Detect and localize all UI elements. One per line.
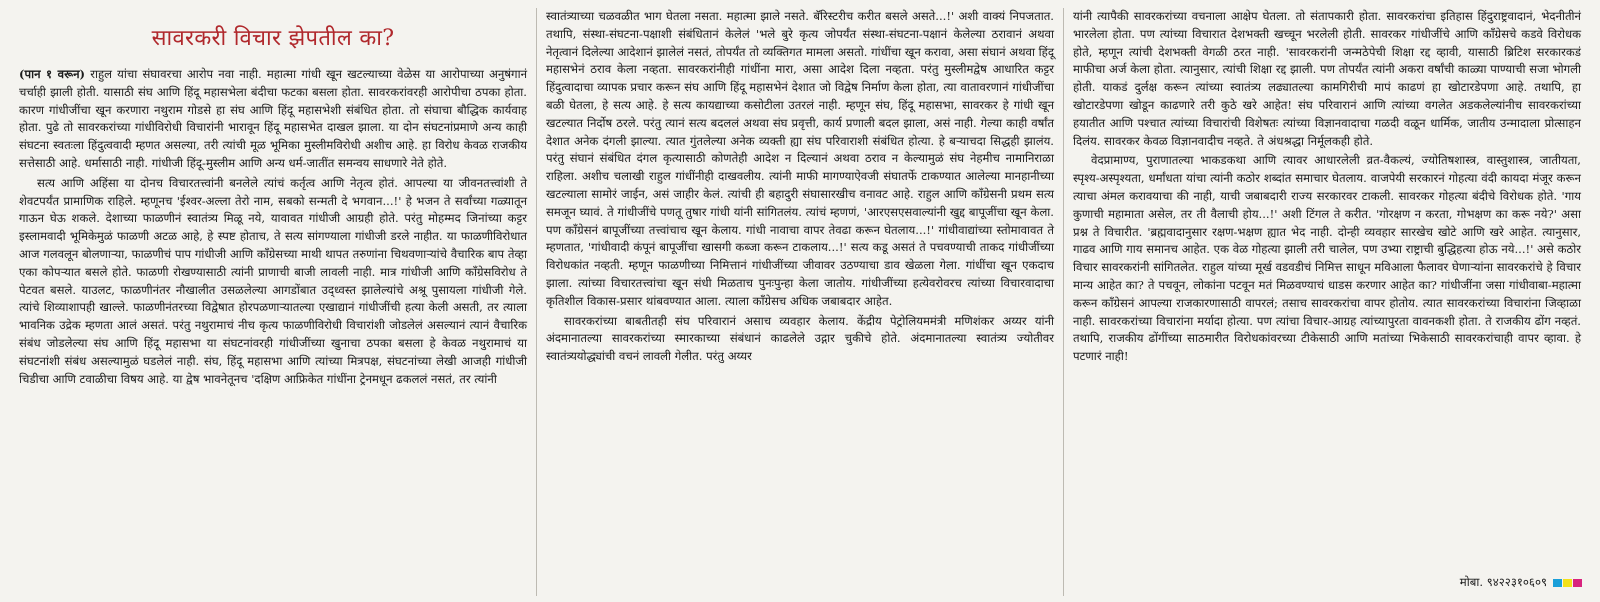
contact-number: मोबा. ९४२२३१०६०९ xyxy=(1459,575,1547,589)
paragraph: स्वातंत्र्याच्या चळवळीत भाग घेतला नसता. महात्मा झाले नसते. बॅरिस्टरीच करीत बसले असते...!' अशी वाक्यं निपजतात. तथापि, संस्था-संघटना-पक्षाशी संबंधितानं केलेलं 'भले बुरे कृत्य जोपर्यंत संस्था-संघटना-पक्षानं केलेल्या ठरावानं अथवा नेतृत्वानं दिलेल्या आदेशानं झालेलं नसतं, तोपर्यंत तो व्यक्तिगत मामला असतो. गांधींचा खून करावा, असा संघानं अथवा हिंदू महासभेनं ठराव केला नव्हता. सावरकरांनीही गांधींना मारा, असा आदेश दिला नव्हता. परंतु मुस्लीमद्वेष आधारित कट्टर हिंदुत्वादाचा व्यापक प्रचार करून संघ आणि हिंदू महासभेनं देशात जो विद्वेष निर्माण केला होता, त्या वातावरणानं गांधीजींचा बळी घेतला, हे सत्य आहे. हे सत्य कायद्याच्या कसोटीला उतरलं नाही. म्हणून संघ, हिंदू महासभा, सावरकर हे गांधी खून खटल्यात निर्दोष ठरले. परंतु त्यानं सत्य बदललं अथवा संघ प्रवृत्ती, कार्य प्रणाली बदल झाला, असं नाही. गेल्या काही वर्षांत देशात अनेक दंगली झाल्या. त्यात गुंतलेल्या अनेक व्यक्ती ह्या संघ परिवाराशी संबंधित होत्या. हे बऱ्याचदा सिद्धही झालंय. परंतु संघानं संबंधित दंगल कृत्यासाठी कोणतेही आदेश न दिल्यानं अथवा ठराव न केल्यामुळं संघ नेहमीच नामानिराळा राहिला. अशीच चलाखी राहुल गांधींनीही दाखवलीय. त्यांनी माफी मागण्याऐवजी संघातर्फे टाकण्यात आलेल्या मानहानीच्या खटल्याला सामोरं जाईन, असं जाहीर केलं. त्यांची ही बहादुरी संघासारखीच वनावट आहे. राहुल आणि काँग्रेसनी प्रथम सत्य समजून घ्यावं. ते गांधीजींचे पणतू तुषार गांधी यांनी सांगितलंय. त्यांचं म्हणणं, 'आरएसएसवाल्यांनी खुद्द बापूजींचा खून केला. पण काँग्रेसनं बापूजींच्या तत्त्वांचाच खून केलाय. गांधी नावाचा वापर तेवढा करून घेतलाय...!' गांधीवाद्यांच्या स्तोमावावत ते म्हणतात, 'गांधीवादी कंपूनं बापूजींचा खासगी कब्जा करून टाकलाय...!' सत्य कडू असतं ते पचवण्याची ताकद गांधीजींच्या विरोधकांत नव्हती. म्हणून फाळणीच्या निमित्तानं गांधीजींच्या जीवावर उठण्याचा डाव खेळला गेला. गांधींचा खून एकदाच झाला. त्यांच्या विचारतत्त्वांचा खून संधी मिळताच पुनःपुन्हा केला जातोय. गांधीजींच्या हत्येवरोवरच त्यांच्या विचारवादाचा कृतिशील विकास-प्रसार थांबवण्यात आला. त्याला काँग्रेसच अधिक जबाबदार आहेत. xyxy=(546,9,1054,308)
magenta-swatch xyxy=(1573,579,1582,587)
column-2 xyxy=(536,8,1063,596)
column-3 xyxy=(1063,8,1590,596)
yellow-swatch xyxy=(1563,579,1572,587)
paragraph: सावरकरांच्या बाबतीतही संघ परिवारानं असाच व्यवहार केलाय. केंद्रीय पेट्रोलियममंत्री मणिशंकर अय्यर यांनी अंदमानातल्या सावरकरांच्या स्मारकाच्या संबंधानं काढलेले उद्गार चुकीचे होते. अंदमानातल्या स्वातंत्र्य ज्योतीवर स्वातंत्र्ययोद्ध्यांची वचनं लावली गेलीत. परंतु अय्यर xyxy=(546,313,1054,364)
column-1 xyxy=(10,8,536,596)
paragraph-text: राहुल यांचा संघावरचा आरोप नवा नाही. महात्मा गांधी खून खटल्याच्या वेळेस या आरोपाच्या अनुषंगानं चर्चाही झाली होती. यासाठी संघ आणि हिंदू महासभेला बंदीचा फटका बसला होता. सावरकरांवरही आरोपीचा ठपका होता. कारण गांधीजींचा खून करणारा नथुराम गोडसे हा संघ आणि हिंदू महासभेशी संबंधित होता. तो संघाचा बौद्धिक कार्यवाह होता. पुढे तो सावरकरांच्या गांधीविरोधी विचारांनी भारावून हिंदू महासभेत दाखल झाला. या दोन संघटनांप्रमाणे अन्य काही संघटना स्वतःला हिंदुत्ववादी म्हणत असल्या, तरी त्यांची मूळ भूमिका मुस्लीमविरोधी अशीच आहे. हा विरोध केवळ राजकीय सत्तेसाठी आहे. धर्मासाठी नाही. गांधीजी हिंदू-मुस्लीम आणि अन्य धर्म-जातींत समन्वय साधणारे नेते होते. xyxy=(19,67,528,170)
author-contact xyxy=(1460,575,1582,590)
print-registration-mark xyxy=(1553,579,1582,587)
paragraph: यांनी त्यापैकी सावरकरांच्या वचनाला आक्षेप घेतला. तो संतापकारी होता. सावरकरांचा इतिहास हिंदुराष्ट्रवादानं, भेदनीतीनं भारलेला होता. पण त्यांच्या विचारात देशभक्ती खच्चून भरलेली होती. सावरकर गांधीजींचे आणि काँग्रेसचे कडवे विरोधक होते, म्हणून त्यांची देशभक्ती वेगळी ठरत नाही. 'सावरकरांनी जन्मठेपेची शिक्षा रद्द व्हावी, यासाठी ब्रिटिश सरकारकडं माफीचा अर्ज केला होता. त्यानुसार, त्यांची शिक्षा रद्द झाली. पण तोपर्यंत त्यांनी अकरा वर्षांची काळ्या पाण्याची सजा भोगली होती. याकडं दुर्लक्ष करून त्यांच्या स्वातंत्र्य लढ्यातल्या कामगिरीची मापं काढणं हा खोटारडेपणा आहे. तथापि, हा खोटारडेपणा खोडून काढणारे तरी कुठे खरे आहेत! संघ परिवारानं आणि त्यांच्या वगलेत अडकलेल्यांनीच सावरकरांच्या हयातीत आणि पश्चात त्यांच्या विचारांची विशेषतः त्यांच्या विज्ञानवादाचा गळदी वळून धार्मिक, जातीय उन्मादाला प्रोत्साहन दिलंय. सावरकर केवळ विज्ञानवादीच नव्हते. ते अंधश्रद्धा निर्मूलकही होते. xyxy=(1073,9,1581,148)
article-headline: सावरकरी विचार झेपतील का? xyxy=(151,26,395,51)
paragraph: सत्य आणि अहिंसा या दोनच विचारतत्त्वांनी बनलेले त्यांचं कर्तृत्व आणि नेतृत्व होतं. आपल्या या जीवनतत्त्वांशी ते शेवटपर्यंत प्रामाणिक राहिले. म्हणूनच 'ईश्वर-अल्ला तेरो नाम, सबको सन्मती दे भगवान...!' हे भजन ते सर्वांच्या गळ्यातून गाऊन घेऊ शकले. देशाच्या फाळणीनं स्वातंत्र्य मिळू नये, यावावत गांधीजी आग्रही होते. परंतु मोहम्मद जिनांच्या कट्टर इस्लामवादी भूमिकेमुळं फाळणी अटळ आहे, हे स्पष्ट होताच, ते सत्य सांगण्याला गांधीजी डरले नाहीत. या फाळणीविरोधात आज गलवलून बोलणाऱ्या, फाळणीचं पाप गांधीजी आणि काँग्रेसच्या माथी थापत तरुणांना चिथवणाऱ्यांचे वैचारिक बाप तेव्हा एका कोपऱ्यात बसले होते. फाळणी रोखण्यासाठी त्यांनी प्राणाची बाजी लावली नाही. मात्र गांधीजी आणि काँग्रेसविरोध ते पेटवत बसले. याउलट, फाळणीनंतर नौखालीत उसळलेल्या आगडोंबात उद्ध्वस्त झालेल्यांचे अश्रू पुसायला गांधीजी गेले. त्यांचे शिव्याशापही खाल्ले. फाळणीनंतरच्या विद्वेषात होरपळणाऱ्यातल्या एखाद्यानं गांधीजींची हत्या केली असती, तर त्याला भावनिक उद्रेक म्हणता आलं असतं. परंतु नथुरामाचं नीच कृत्य फाळणीविरोधी विचारांशी जोडलेलं असल्यानं त्यानं वैचारिक संबंध जोडलेल्या संघ आणि हिंदू महासभा या संघटनांवरही गांधीजींच्या खुनाचा ठपका बसला हे केवळ नथुरामाचं या संघटनांशी संबंध असल्यामुळं घडलेलं नाही. संघ, हिंदू महासभा आणि त्यांच्या मित्रपक्ष, संघटनांच्या लेखी आजही गांधीजी चिडीचा आणि टवाळीचा विषय आहे. या द्वेष भावनेतूनच 'दक्षिण आफ्रिकेत गांधींना ट्रेनमधून ढकललं नसतं, तर त्यांनी xyxy=(19,175,527,386)
cyan-swatch xyxy=(1553,579,1562,587)
paragraph xyxy=(19,66,527,173)
paragraph: वेदप्रामाण्य, पुराणातल्या भाकडकथा आणि त्यावर आधारलेली व्रत-वैकल्यं, ज्योतिषशास्त्र, वास्तुशास्त्र, जातीयता, स्पृश्य-अस्पृश्यता, धर्मांधता यांचा त्यांनी कठोर शब्दांत समाचार घेतलाय. वाजपेयी सरकारनं गोहत्या वंदी कायदा मंजूर करून त्याचा अंमल करावयाचा की नाही, याची जबाबदारी राज्य सरकारवर टाकली. सावरकर गोहत्या बंदीचे विरोधक होते. 'गाय कुणाची महामाता असेल, तर ती वैलाची होय...!' अशी टिंगल ते करीत. 'गोरक्षण न करता, गोभक्षण का करू नये?' असा प्रश्न ते विचारीत. 'ब्रह्मवादानुसार रक्षण-भक्षण ह्यात भेद नाही. दोन्ही व्यवहार सारखेच खोटे आणि खरे आहेत. त्यानुसार, गाढव आणि गाय समानच आहेत. एक वेळ गोहत्या झाली तरी चालेल, पण उभ्या राष्ट्राची बुद्धिहत्या होऊ नये...!' असे कठोर विचार सावरकरांनी सांगितलेत. राहुल यांच्या मूर्ख वडवडीचं निमित्त साधून मविआला फैलावर घेणाऱ्यांना सावरकरांचे हे विचार मान्य आहेत का? ते पचवून, लोकांना पटवून मतं मिळवण्याचं धाडस करणार आहेत का? गांधीजींना जसा गांधीवाबा-महात्मा करून काँग्रेसनं आपल्या राजकारणासाठी वापरलं; तसाच सावरकरांचा वापर होतोय. त्यात सावरकरांच्या विचारांना जिव्हाळा नाही. सावरकरांच्या विचारांना मर्यादा होत्या. पण त्यांचा विचार-आग्रह त्यांच्यापुरता वावनकशी होता. ते राजकीय ढोंग नव्हतं. तथापि, राजकीय ढोंगींच्या साठमारीत विरोधकांवरच्या टीकेसाठी आणि मतांच्या भिकेसाठी सावरकरांचाही वापर व्हावा. हे पटणारं नाही! xyxy=(1073,153,1581,364)
continued-from-label: (पान १ वरून) xyxy=(19,67,86,81)
article-columns xyxy=(10,8,1590,596)
